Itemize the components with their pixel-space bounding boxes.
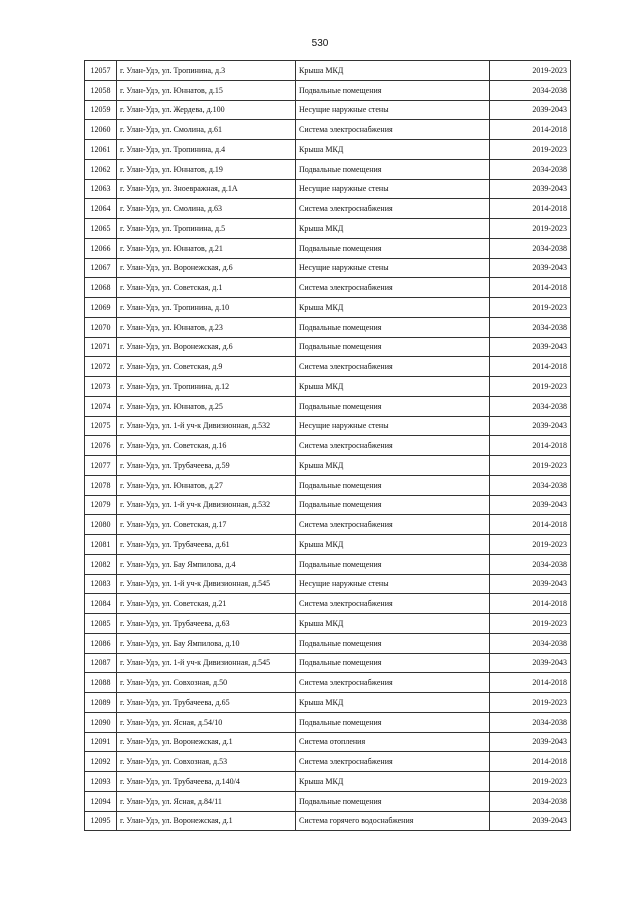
- address-cell: г. Улан-Удэ, ул. Тропинина, д.12: [117, 377, 296, 397]
- row-number-cell: 12078: [85, 475, 117, 495]
- row-number-cell: 12068: [85, 278, 117, 298]
- row-number-cell: 12060: [85, 120, 117, 140]
- period-cell: 2019-2023: [490, 614, 571, 634]
- period-cell: 2019-2023: [490, 140, 571, 160]
- table-row: [85, 515, 571, 535]
- address-cell: г. Улан-Удэ, ул. Советская, д.16: [117, 436, 296, 456]
- structural-element-cell: Подвальные помещения: [296, 238, 490, 258]
- row-number-cell: 12057: [85, 61, 117, 81]
- period-cell: 2014-2018: [490, 594, 571, 614]
- row-number-cell: 12061: [85, 140, 117, 160]
- period-cell: 2019-2023: [490, 456, 571, 476]
- row-number-cell: 12071: [85, 337, 117, 357]
- row-number-cell: 12069: [85, 298, 117, 318]
- row-number-cell: 12095: [85, 811, 117, 831]
- address-cell: г. Улан-Удэ, ул. Жердева, д.100: [117, 100, 296, 120]
- structural-element-cell: Подвальные помещения: [296, 712, 490, 732]
- table-row: [85, 673, 571, 693]
- address-cell: г. Улан-Удэ, ул. Воронежская, д.1: [117, 811, 296, 831]
- row-number-cell: 12059: [85, 100, 117, 120]
- row-number-cell: 12077: [85, 456, 117, 476]
- period-cell: 2039-2043: [490, 732, 571, 752]
- table-row: [85, 574, 571, 594]
- table-row: [85, 791, 571, 811]
- row-number-cell: 12089: [85, 693, 117, 713]
- table-row: [85, 377, 571, 397]
- period-cell: 2019-2023: [490, 377, 571, 397]
- period-cell: 2019-2023: [490, 693, 571, 713]
- address-cell: г. Улан-Удэ, ул. Зноевражная, д.1А: [117, 179, 296, 199]
- period-cell: 2014-2018: [490, 278, 571, 298]
- row-number-cell: 12084: [85, 594, 117, 614]
- structural-element-cell: Подвальные помещения: [296, 337, 490, 357]
- address-cell: г. Улан-Удэ, ул. Юннатов, д.27: [117, 475, 296, 495]
- table-row: [85, 614, 571, 634]
- period-cell: 2034-2038: [490, 712, 571, 732]
- period-cell: 2034-2038: [490, 80, 571, 100]
- period-cell: 2039-2043: [490, 416, 571, 436]
- address-cell: г. Улан-Удэ, ул. Советская, д.21: [117, 594, 296, 614]
- address-cell: г. Улан-Удэ, ул. Тропинина, д.10: [117, 298, 296, 318]
- table-row: [85, 752, 571, 772]
- row-number-cell: 12094: [85, 791, 117, 811]
- table-row: [85, 100, 571, 120]
- row-number-cell: 12080: [85, 515, 117, 535]
- structural-element-cell: Крыша МКД: [296, 772, 490, 792]
- address-cell: г. Улан-Удэ, ул. Трубачеева, д.65: [117, 693, 296, 713]
- period-cell: 2014-2018: [490, 120, 571, 140]
- row-number-cell: 12062: [85, 159, 117, 179]
- table-row: [85, 416, 571, 436]
- table-row: [85, 811, 571, 831]
- row-number-cell: 12074: [85, 396, 117, 416]
- row-number-cell: 12090: [85, 712, 117, 732]
- table-row: [85, 495, 571, 515]
- row-number-cell: 12066: [85, 238, 117, 258]
- address-cell: г. Улан-Удэ, ул. Совхозная, д.50: [117, 673, 296, 693]
- table-row: [85, 396, 571, 416]
- structural-element-cell: Крыша МКД: [296, 535, 490, 555]
- address-cell: г. Улан-Удэ, ул. Советская, д.17: [117, 515, 296, 535]
- register-table: [84, 60, 571, 831]
- row-number-cell: 12083: [85, 574, 117, 594]
- table-row: [85, 693, 571, 713]
- table-row: [85, 317, 571, 337]
- address-cell: г. Улан-Удэ, ул. Тропинина, д.3: [117, 61, 296, 81]
- table-row: [85, 140, 571, 160]
- structural-element-cell: Система электроснабжения: [296, 436, 490, 456]
- address-cell: г. Улан-Удэ, ул. Трубачеева, д.59: [117, 456, 296, 476]
- table-row: [85, 179, 571, 199]
- structural-element-cell: Подвальные помещения: [296, 80, 490, 100]
- period-cell: 2014-2018: [490, 673, 571, 693]
- address-cell: г. Улан-Удэ, ул. Воронежская, д.1: [117, 732, 296, 752]
- structural-element-cell: Крыша МКД: [296, 614, 490, 634]
- period-cell: 2034-2038: [490, 238, 571, 258]
- structural-element-cell: Подвальные помещения: [296, 159, 490, 179]
- address-cell: г. Улан-Удэ, ул. Юннатов, д.19: [117, 159, 296, 179]
- row-number-cell: 12086: [85, 633, 117, 653]
- period-cell: 2039-2043: [490, 495, 571, 515]
- period-cell: 2039-2043: [490, 574, 571, 594]
- structural-element-cell: Несущие наружные стены: [296, 574, 490, 594]
- row-number-cell: 12081: [85, 535, 117, 555]
- table-row: [85, 475, 571, 495]
- table-row: [85, 159, 571, 179]
- table-row: [85, 337, 571, 357]
- address-cell: г. Улан-Удэ, ул. 1-й уч-к Дивизионная, д.545: [117, 653, 296, 673]
- address-cell: г. Улан-Удэ, ул. Ясная, д.84/11: [117, 791, 296, 811]
- period-cell: 2014-2018: [490, 752, 571, 772]
- period-cell: 2034-2038: [490, 396, 571, 416]
- period-cell: 2034-2038: [490, 159, 571, 179]
- structural-element-cell: Крыша МКД: [296, 61, 490, 81]
- row-number-cell: 12088: [85, 673, 117, 693]
- address-cell: г. Улан-Удэ, ул. Воронежская, д.6: [117, 258, 296, 278]
- address-cell: г. Улан-Удэ, ул. Смолина, д.61: [117, 120, 296, 140]
- table-row: [85, 80, 571, 100]
- structural-element-cell: Подвальные помещения: [296, 396, 490, 416]
- row-number-cell: 12070: [85, 317, 117, 337]
- address-cell: г. Улан-Удэ, ул. Тропинина, д.4: [117, 140, 296, 160]
- structural-element-cell: Система электроснабжения: [296, 752, 490, 772]
- structural-element-cell: Система электроснабжения: [296, 120, 490, 140]
- address-cell: г. Улан-Удэ, ул. 1-й уч-к Дивизионная, д.532: [117, 416, 296, 436]
- page-number: 530: [311, 38, 329, 49]
- address-cell: г. Улан-Удэ, ул. Ясная, д.54/10: [117, 712, 296, 732]
- row-number-cell: 12073: [85, 377, 117, 397]
- structural-element-cell: Несущие наружные стены: [296, 416, 490, 436]
- row-number-cell: 12063: [85, 179, 117, 199]
- structural-element-cell: Система электроснабжения: [296, 515, 490, 535]
- table-row: [85, 219, 571, 239]
- structural-element-cell: Несущие наружные стены: [296, 100, 490, 120]
- period-cell: 2019-2023: [490, 61, 571, 81]
- row-number-cell: 12072: [85, 357, 117, 377]
- structural-element-cell: Подвальные помещения: [296, 633, 490, 653]
- address-cell: г. Улан-Удэ, ул. Юннатов, д.21: [117, 238, 296, 258]
- structural-element-cell: Несущие наружные стены: [296, 258, 490, 278]
- address-cell: г. Улан-Удэ, ул. Юннатов, д.25: [117, 396, 296, 416]
- period-cell: 2019-2023: [490, 535, 571, 555]
- structural-element-cell: Система электроснабжения: [296, 594, 490, 614]
- period-cell: 2039-2043: [490, 653, 571, 673]
- row-number-cell: 12092: [85, 752, 117, 772]
- period-cell: 2034-2038: [490, 554, 571, 574]
- table-row: [85, 278, 571, 298]
- structural-element-cell: Система отопления: [296, 732, 490, 752]
- address-cell: г. Улан-Удэ, ул. 1-й уч-к Дивизионная, д.532: [117, 495, 296, 515]
- period-cell: 2019-2023: [490, 219, 571, 239]
- period-cell: 2034-2038: [490, 475, 571, 495]
- structural-element-cell: Подвальные помещения: [296, 495, 490, 515]
- address-cell: г. Улан-Удэ, ул. Советская, д.9: [117, 357, 296, 377]
- structural-element-cell: Подвальные помещения: [296, 791, 490, 811]
- row-number-cell: 12065: [85, 219, 117, 239]
- table-row: [85, 633, 571, 653]
- table-row: [85, 554, 571, 574]
- period-cell: 2039-2043: [490, 811, 571, 831]
- period-cell: 2014-2018: [490, 515, 571, 535]
- address-cell: г. Улан-Удэ, ул. Трубачеева, д.61: [117, 535, 296, 555]
- address-cell: г. Улан-Удэ, ул. Бау Ямпилова, д.10: [117, 633, 296, 653]
- table-row: [85, 456, 571, 476]
- structural-element-cell: Подвальные помещения: [296, 317, 490, 337]
- structural-element-cell: Крыша МКД: [296, 219, 490, 239]
- structural-element-cell: Крыша МКД: [296, 693, 490, 713]
- row-number-cell: 12085: [85, 614, 117, 634]
- structural-element-cell: Система электроснабжения: [296, 673, 490, 693]
- address-cell: г. Улан-Удэ, ул. Смолина, д.63: [117, 199, 296, 219]
- address-cell: г. Улан-Удэ, ул. Бау Ямпилова, д.4: [117, 554, 296, 574]
- structural-element-cell: Система электроснабжения: [296, 357, 490, 377]
- row-number-cell: 12067: [85, 258, 117, 278]
- address-cell: г. Улан-Удэ, ул. Юннатов, д.23: [117, 317, 296, 337]
- structural-element-cell: Крыша МКД: [296, 140, 490, 160]
- address-cell: г. Улан-Удэ, ул. 1-й уч-к Дивизионная, д.545: [117, 574, 296, 594]
- structural-element-cell: Система горячего водоснабжения: [296, 811, 490, 831]
- address-cell: г. Улан-Удэ, ул. Советская, д.1: [117, 278, 296, 298]
- row-number-cell: 12058: [85, 80, 117, 100]
- period-cell: 2014-2018: [490, 199, 571, 219]
- period-cell: 2034-2038: [490, 633, 571, 653]
- structural-element-cell: Несущие наружные стены: [296, 179, 490, 199]
- address-cell: г. Улан-Удэ, ул. Воронежская, д.6: [117, 337, 296, 357]
- address-cell: г. Улан-Удэ, ул. Трубачеева, д.63: [117, 614, 296, 634]
- row-number-cell: 12064: [85, 199, 117, 219]
- period-cell: 2034-2038: [490, 791, 571, 811]
- row-number-cell: 12087: [85, 653, 117, 673]
- period-cell: 2039-2043: [490, 337, 571, 357]
- structural-element-cell: Система электроснабжения: [296, 199, 490, 219]
- table-row: [85, 120, 571, 140]
- period-cell: 2039-2043: [490, 179, 571, 199]
- table-row: [85, 535, 571, 555]
- table-row: [85, 772, 571, 792]
- structural-element-cell: Крыша МКД: [296, 456, 490, 476]
- address-cell: г. Улан-Удэ, ул. Тропинина, д.5: [117, 219, 296, 239]
- structural-element-cell: Система электроснабжения: [296, 278, 490, 298]
- address-cell: г. Улан-Удэ, ул. Трубачеева, д.140/4: [117, 772, 296, 792]
- register-table-body: [85, 61, 571, 831]
- structural-element-cell: Подвальные помещения: [296, 475, 490, 495]
- period-cell: 2019-2023: [490, 772, 571, 792]
- address-cell: г. Улан-Удэ, ул. Юннатов, д.15: [117, 80, 296, 100]
- table-row: [85, 436, 571, 456]
- period-cell: 2034-2038: [490, 317, 571, 337]
- row-number-cell: 12091: [85, 732, 117, 752]
- address-cell: г. Улан-Удэ, ул. Совхозная, д.53: [117, 752, 296, 772]
- period-cell: 2014-2018: [490, 357, 571, 377]
- table-row: [85, 594, 571, 614]
- period-cell: 2039-2043: [490, 258, 571, 278]
- table-row: [85, 258, 571, 278]
- table-row: [85, 357, 571, 377]
- table-row: [85, 653, 571, 673]
- table-row: [85, 238, 571, 258]
- structural-element-cell: Подвальные помещения: [296, 653, 490, 673]
- table-row: [85, 61, 571, 81]
- table-row: [85, 199, 571, 219]
- structural-element-cell: Крыша МКД: [296, 377, 490, 397]
- structural-element-cell: Подвальные помещения: [296, 554, 490, 574]
- row-number-cell: 12093: [85, 772, 117, 792]
- period-cell: 2019-2023: [490, 298, 571, 318]
- table-row: [85, 298, 571, 318]
- table-row: [85, 732, 571, 752]
- period-cell: 2039-2043: [490, 100, 571, 120]
- period-cell: 2014-2018: [490, 436, 571, 456]
- structural-element-cell: Крыша МКД: [296, 298, 490, 318]
- row-number-cell: 12082: [85, 554, 117, 574]
- row-number-cell: 12075: [85, 416, 117, 436]
- row-number-cell: 12079: [85, 495, 117, 515]
- row-number-cell: 12076: [85, 436, 117, 456]
- table-row: [85, 712, 571, 732]
